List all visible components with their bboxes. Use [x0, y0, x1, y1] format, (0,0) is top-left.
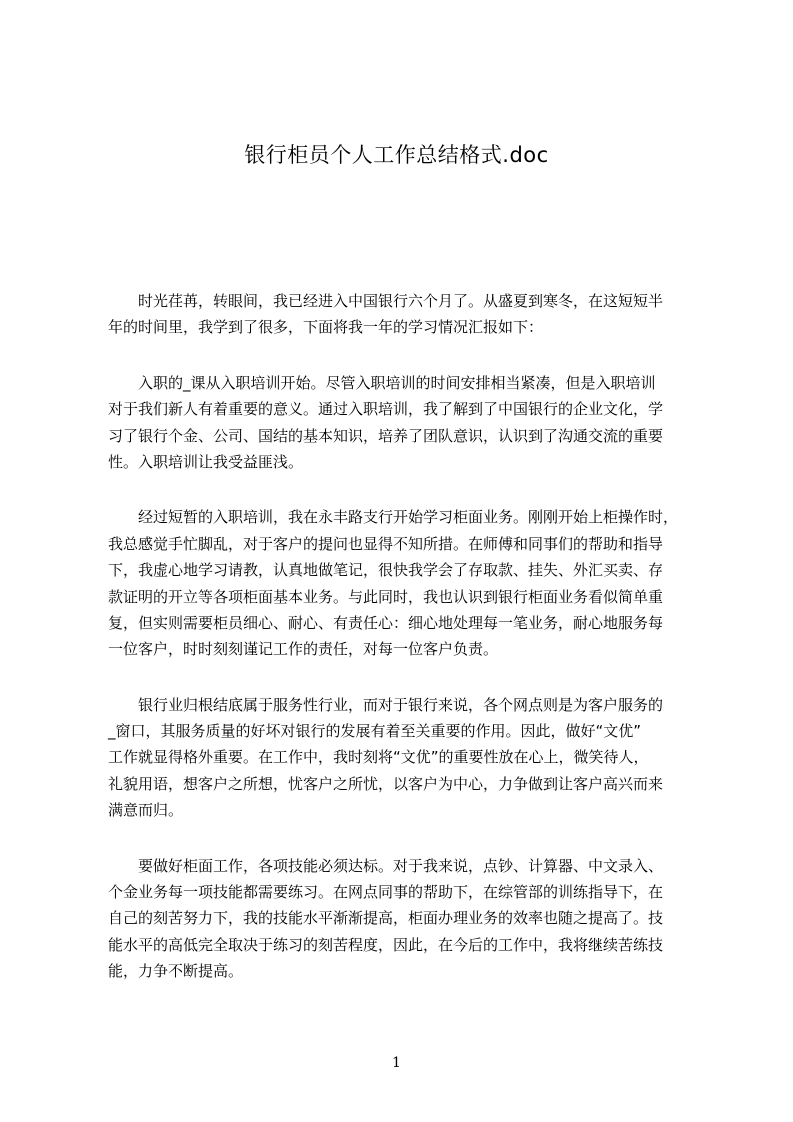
paragraph-1 [108, 288, 708, 341]
paragraph-line: 个金业务每一项技能都需要练习。在网点同事的帮助下，在综管部的训练指导下，在 [108, 883, 664, 902]
paragraph-3 [108, 504, 708, 662]
paragraph-line: 我总感觉手忙脚乱，对于客户的提问也显得不知所措。在师傅和同事们的帮助和指导 [108, 534, 664, 553]
paragraph-line: 能水平的高低完全取决于练习的刻苦程度，因此，在今后的工作中，我将继续苦练技 [108, 935, 664, 954]
paragraph-line: 性。入职培训让我受益匪浅。 [108, 452, 304, 471]
paragraph-line: 年的时间里，我学到了很多，下面将我一年的学习情况汇报如下： [108, 318, 544, 337]
paragraph-line: 一位客户，时时刻刻谨记工作的责任，对每一位客户负责。 [108, 640, 499, 659]
paragraph-4 [108, 692, 708, 824]
paragraph-line: 能，力争不断提高。 [108, 962, 244, 981]
paragraph-5 [108, 853, 708, 985]
paragraph-line: _窗口，其服务质量的好坏对银行的发展有着至关重要的作用。因此，做好“文优” [108, 722, 642, 741]
paragraph-line: 复，但实则需要柜员细心、耐心、有责任心：细心地处理每一笔业务，耐心地服务每 [108, 613, 664, 632]
paragraph-line: 满意而归。 [108, 801, 184, 820]
document-title: 银行柜员个人工作总结格式.doc [244, 143, 549, 167]
paragraph-line: 自己的刻苦努力下，我的技能水平渐渐提高，柜面办理业务的效率也随之提高了。技 [108, 909, 664, 928]
paragraph-line: 习了银行个金、公司、国结的基本知识，培养了团队意识，认识到了沟通交流的重要 [108, 426, 664, 445]
paragraph-line: 工作就显得格外重要。在工作中，我时刻将“文优”的重要性放在心上，微笑待人， [108, 748, 649, 767]
paragraph-2 [108, 370, 708, 476]
paragraph-line: 下，我虚心地学习请教，认真地做笔记，很快我学会了存取款、挂失、外汇买卖、存 [108, 561, 664, 580]
paragraph-line: 要做好柜面工作，各项技能必须达标。对于我来说，点钞、计算器、中文录入、 [108, 856, 664, 875]
paragraph-line: 时光荏苒，转眼间，我已经进入中国银行六个月了。从盛夏到寒冬，在这短短半 [108, 292, 664, 310]
document-body [108, 288, 708, 1014]
paragraph-line: 款证明的开立等各项柜面基本业务。与此同时，我也认识到银行柜面业务看似简单重 [108, 587, 664, 606]
paragraph-line: 对于我们新人有着重要的意义。通过入职培训，我了解到了中国银行的企业文化，学 [108, 400, 664, 419]
paragraph-line: 入职的_课从入职培训开始。尽管入职培训的时间安排相当紧凑，但是入职培训 [108, 373, 656, 392]
paragraph-line: 礼貌用语，想客户之所想，忧客户之所忧，以客户为中心，力争做到让客户高兴而来 [108, 774, 664, 793]
paragraph-line: 银行业归根结底属于服务性行业，而对于银行来说，各个网点则是为客户服务的 [108, 695, 664, 714]
paragraph-line: 经过短暂的入职培训，我在永丰路支行开始学习柜面业务。刚刚开始上柜操作时， [108, 508, 679, 527]
page-number: 1 [392, 1055, 401, 1071]
